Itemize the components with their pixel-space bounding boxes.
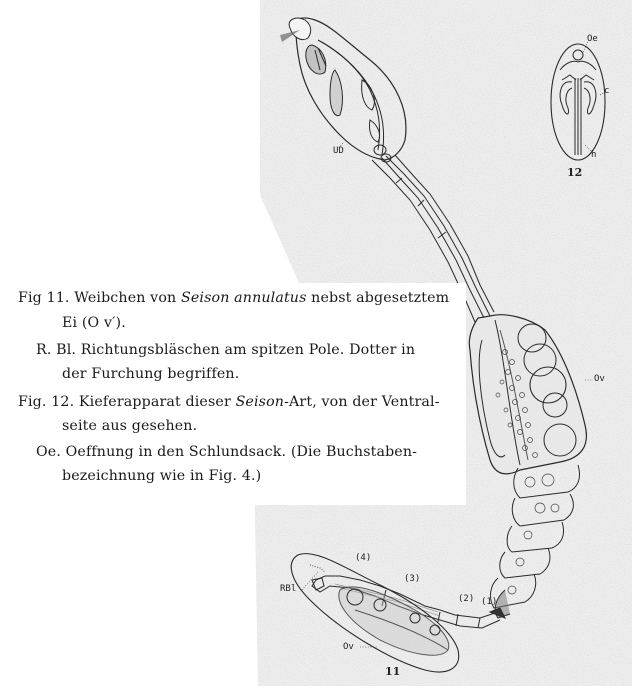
caption-fig12-oe-line2: bezeichnung wie in Fig. 4.)	[62, 468, 262, 484]
label-seg-2: (2)	[458, 594, 475, 604]
caption-fig11-text-after: nebst abgesetztem	[306, 290, 450, 306]
caption-fig12-oe-line1: Oe. Oeffnung in den Schlundsack. (Die Buchstaben-	[36, 444, 418, 460]
genus-name: Seison	[235, 394, 285, 410]
caption-fig11-rbl-line2: der Furchung begriffen.	[62, 366, 240, 382]
caption-fig12-text-after: -Art, von der Ventral-	[284, 394, 440, 410]
figure-caption	[0, 283, 466, 505]
label-oe: Oe	[587, 34, 598, 44]
caption-fig12-text: Kieferapparat dieser	[78, 394, 236, 410]
species-name: Seison annulatus	[181, 290, 307, 306]
label-ov-egg: Ov	[343, 642, 354, 652]
caption-fig12-line1	[18, 391, 440, 414]
label-seg-1: (1)	[481, 597, 498, 607]
caption-fig11-line1	[18, 287, 449, 310]
label-seg-3: (3)	[404, 574, 421, 584]
label-ud: UD	[333, 146, 344, 156]
caption-fig11-text: Weibchen von	[74, 290, 181, 306]
figure-number-12: 12	[567, 166, 583, 179]
caption-fig12-number: Fig. 12.	[18, 394, 75, 410]
caption-fig11-rbl-line1: R. Bl. Richtungsbläschen am spitzen Pole. Dotter in	[36, 342, 416, 358]
label-h: h	[591, 150, 597, 160]
label-ov-body: Ov	[594, 374, 605, 384]
label-c: c	[604, 86, 610, 96]
caption-fig11-line2: Ei (O v′).	[62, 315, 126, 331]
label-rbl: RBl	[280, 584, 297, 594]
figure-number-11: 11	[385, 665, 401, 678]
label-seg-4: (4)	[355, 553, 372, 563]
caption-fig11-number: Fig 11.	[18, 290, 70, 306]
caption-fig12-line2: seite aus gesehen.	[62, 418, 198, 434]
